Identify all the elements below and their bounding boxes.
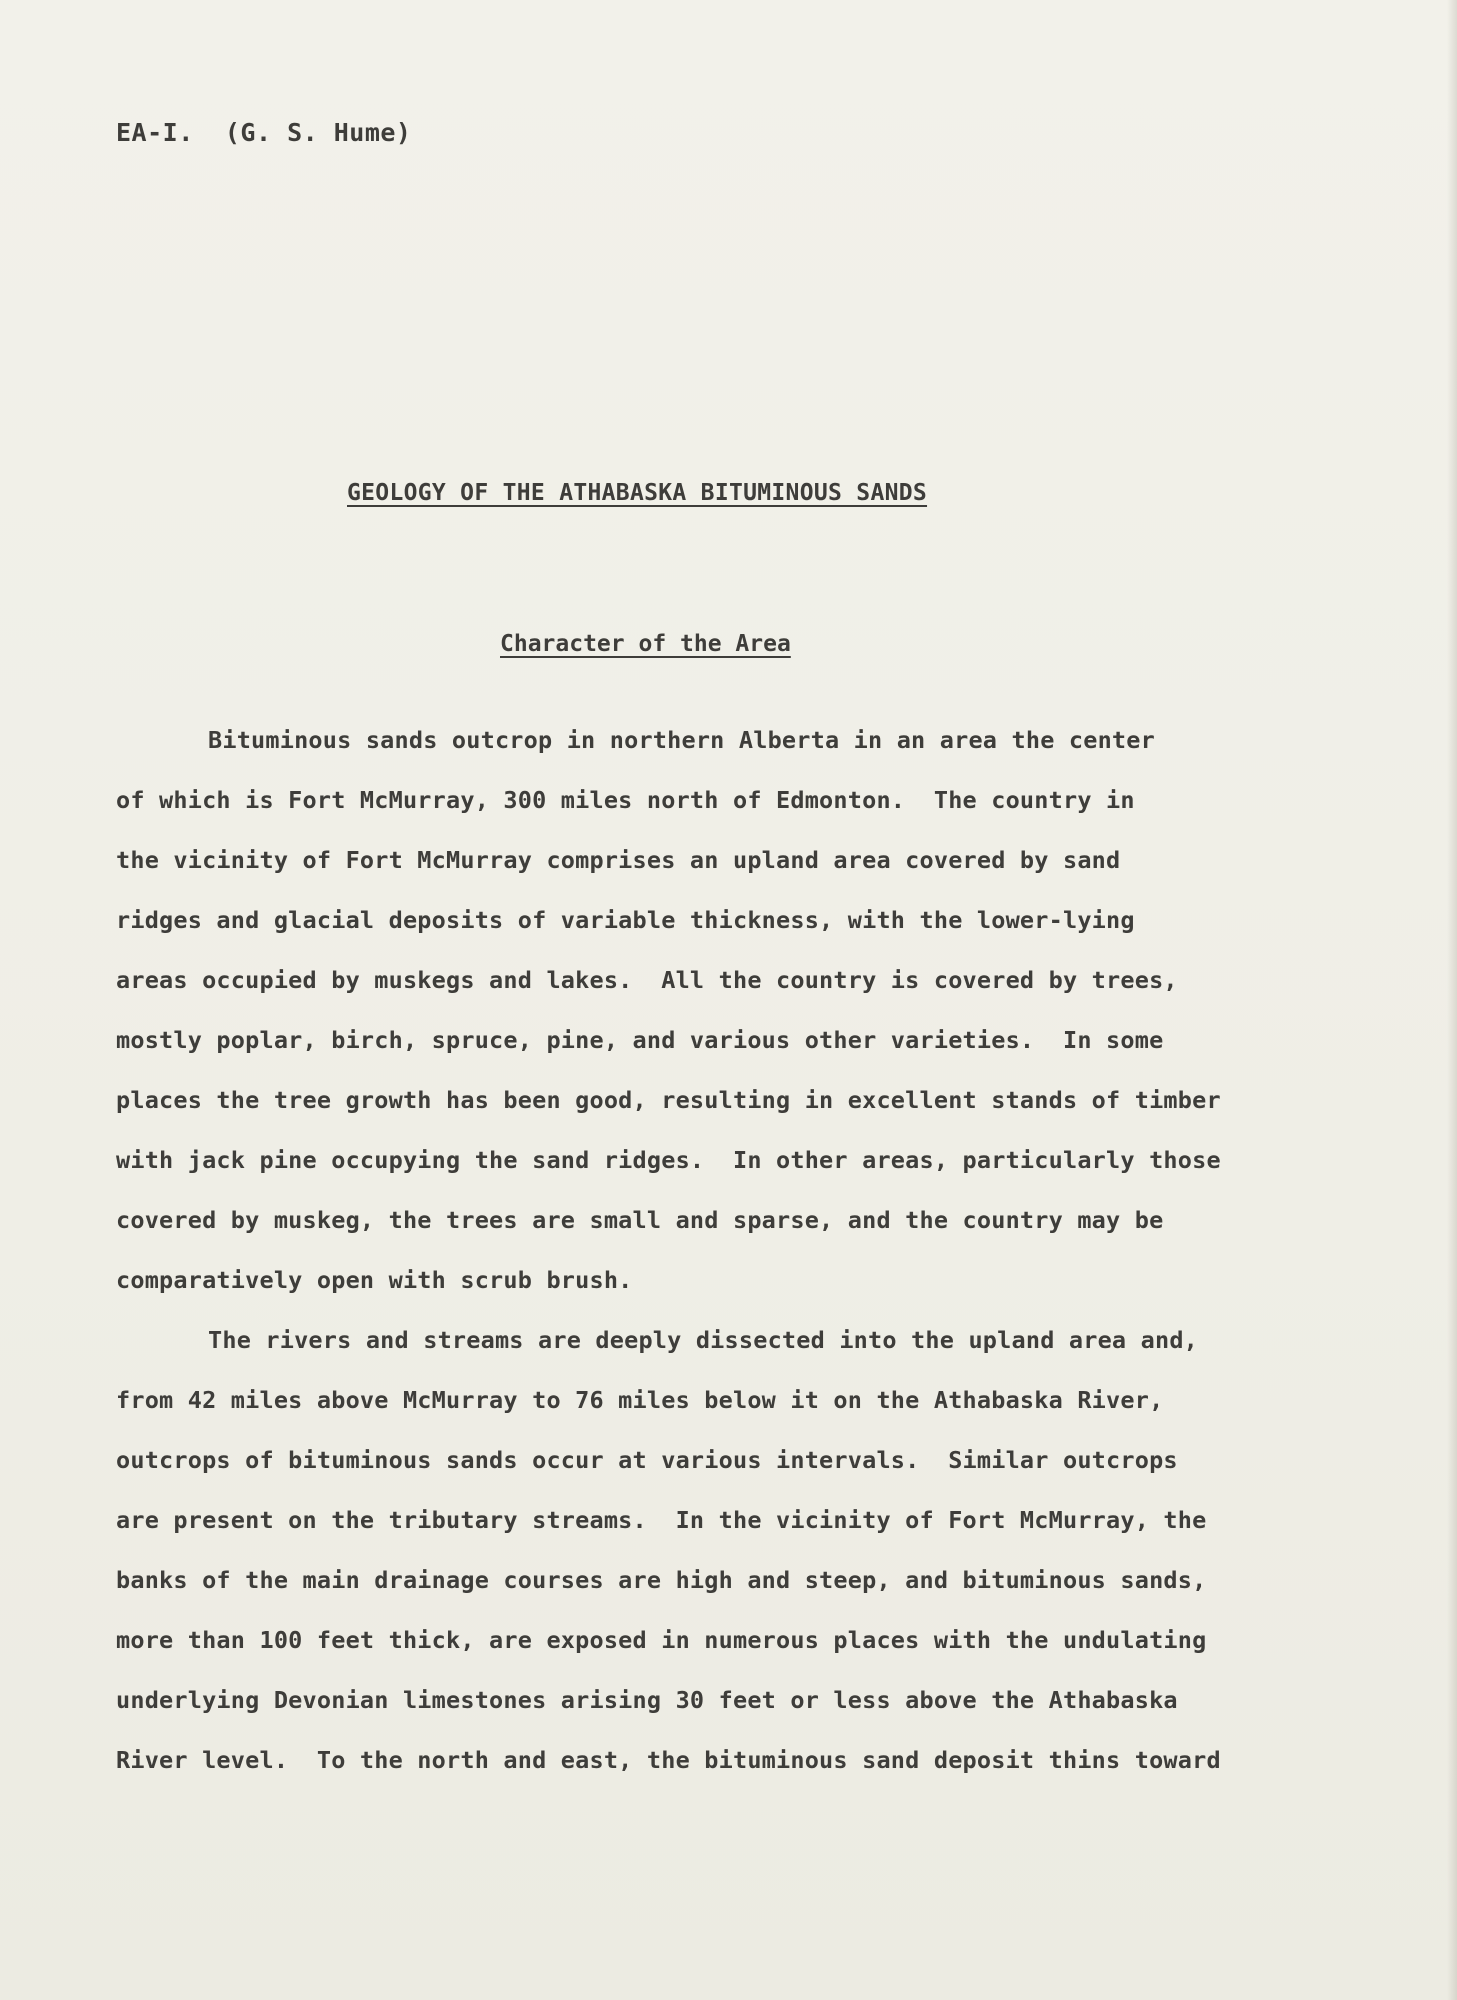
text-line: of which is Fort McMurray, 300 miles north of Edmonton. The country in <box>116 786 1135 814</box>
text-line: The rivers and streams are deeply dissected into the upland area and, <box>208 1326 1199 1354</box>
text-line: mostly poplar, birch, spruce, pine, and various other varieties. In some <box>116 1026 1164 1054</box>
text-line: comparatively open with scrub brush. <box>116 1266 633 1294</box>
text-line: River level. To the north and east, the bituminous sand deposit thins toward <box>116 1746 1221 1774</box>
text-line: more than 100 feet thick, are exposed in numerous places with the undulating <box>116 1626 1207 1654</box>
document-title: GEOLOGY OF THE ATHABASKA BITUMINOUS SANDS <box>347 480 928 506</box>
text-line: underlying Devonian limestones arising 30 feet or less above the Athabaska <box>116 1686 1178 1714</box>
text-line: areas occupied by muskegs and lakes. All the country is covered by trees, <box>116 966 1178 994</box>
text-line: ridges and glacial deposits of variable thickness, with the lower-lying <box>116 906 1135 934</box>
text-line: from 42 miles above McMurray to 76 miles below it on the Athabaska River, <box>116 1386 1164 1414</box>
text-line: outcrops of bituminous sands occur at various intervals. Similar outcrops <box>116 1446 1178 1474</box>
text-line: banks of the main drainage courses are high and steep, and bituminous sands, <box>116 1566 1207 1594</box>
paper-edge-shadow <box>1447 0 1457 2000</box>
section-heading: Character of the Area <box>500 631 791 657</box>
document-reference: EA-I. (G. S. Hume) <box>116 118 412 147</box>
body-text <box>116 722 1356 1802</box>
text-line: Bituminous sands outcrop in northern Alberta in an area the center <box>208 726 1155 754</box>
text-line: places the tree growth has been good, resulting in excellent stands of timber <box>116 1086 1221 1114</box>
text-line: covered by muskeg, the trees are small and sparse, and the country may be <box>116 1206 1164 1234</box>
text-line: are present on the tributary streams. In the vicinity of Fort McMurray, the <box>116 1506 1207 1534</box>
text-line: with jack pine occupying the sand ridges. In other areas, particularly those <box>116 1146 1221 1174</box>
text-line: the vicinity of Fort McMurray comprises an upland area covered by sand <box>116 846 1121 874</box>
